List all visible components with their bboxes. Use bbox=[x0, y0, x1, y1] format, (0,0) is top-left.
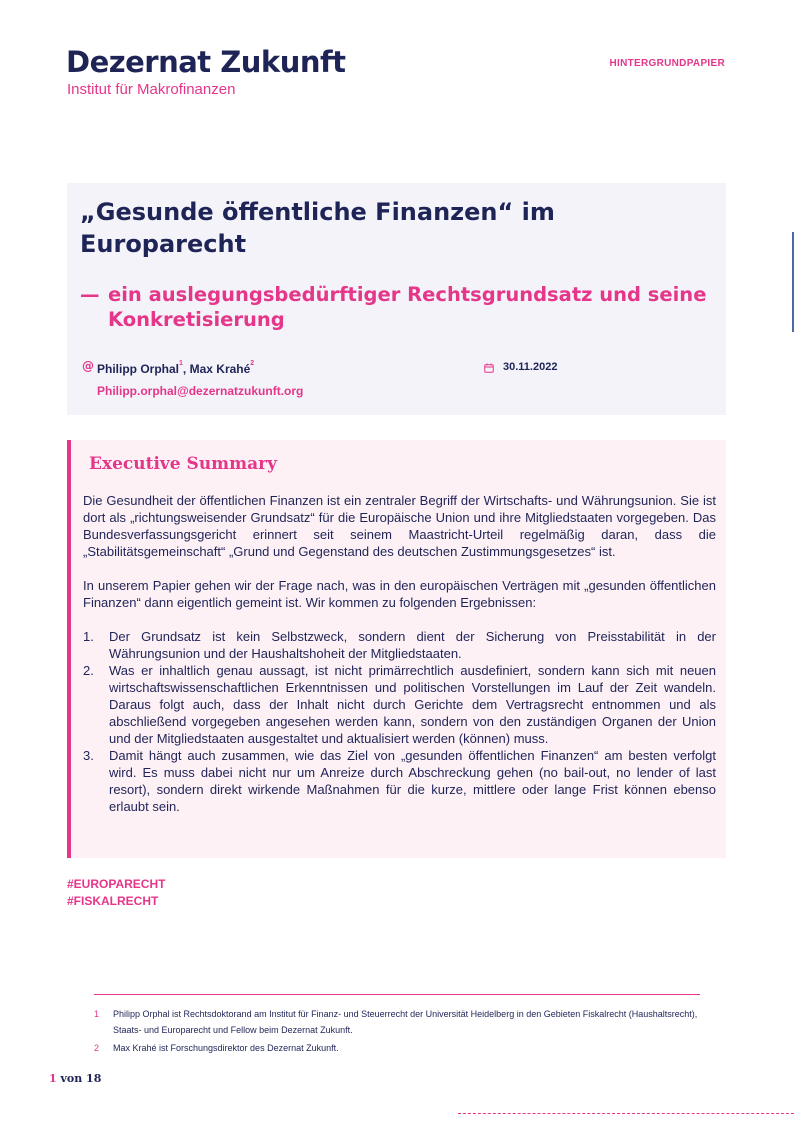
footnote-text: Max Krahé ist Forschungsdirektor des Dezernat Zukunft. bbox=[113, 1043, 339, 1053]
current-page: 1 bbox=[49, 1072, 57, 1085]
calendar-icon bbox=[484, 363, 494, 373]
summary-paragraph: In unserem Papier gehen wir der Frage nach, was in den europäischen Verträgen mit „gesunden öffentlichen Finanzen“ dann eigentlich gemeint ist. Wir kommen zu folgenden Ergebnissen: bbox=[83, 578, 716, 610]
author-separator: , bbox=[182, 362, 190, 376]
footnote bbox=[94, 1040, 700, 1056]
footnote-text: Philipp Orphal ist Rechtsdoktorand am Institut für Finanz- und Steuerrecht der Universität Heidelberg in den Gebieten Fiskalrecht (Haushaltsrecht), Staats- und Europarecht und Fellow beim Dezernat Zukunft. bbox=[113, 1009, 698, 1035]
list-number: 2. bbox=[83, 663, 94, 678]
tag-list bbox=[67, 876, 165, 910]
author-name[interactable]: Philipp Orphal bbox=[97, 362, 180, 376]
footnote-number: 2 bbox=[94, 1043, 100, 1053]
summary-body bbox=[83, 492, 716, 815]
footnote-number: 1 bbox=[94, 1009, 100, 1019]
author-name[interactable]: Max Krahé bbox=[189, 362, 251, 376]
page-total: von 18 bbox=[60, 1072, 102, 1085]
tag-link[interactable]: #FISKALRECHT bbox=[67, 894, 159, 908]
findings-list bbox=[83, 628, 716, 815]
document-type-label: HINTERGRUNDPAPIER bbox=[609, 58, 725, 69]
summary-title: Executive Summary bbox=[89, 454, 278, 474]
page-number bbox=[49, 1072, 101, 1085]
page-title: „Gesunde öffentliche Finanzen“ im Europarecht bbox=[80, 198, 555, 258]
publication-date: 30.11.2022 bbox=[503, 361, 558, 373]
at-icon: @ bbox=[82, 359, 94, 373]
summary-paragraph: Die Gesundheit der öffentlichen Finanzen ist ein zentraler Begriff der Wirtschafts- und Währungsunion. Sie ist dort als „richtungsweisender Grundsatz“ für die Europäische Union und ihre Mitgliedstaaten vorgegeben. Das Bundesverfassungsgericht erinnert seit seinem Maastricht-Urteil regelmäßig daran, dass die „Stabilitätsgemeinschaft“ „Grund und Gegenstand des deutschen Zustimmungsgesetzes“ ist. bbox=[83, 493, 716, 559]
list-number: 1. bbox=[83, 629, 94, 644]
page-subtitle bbox=[80, 282, 710, 332]
list-text: Damit hängt auch zusammen, wie das Ziel von „gesunden öffentlichen Finanzen“ am besten verfolgt wird. Es muss dabei nicht nur um Anreize durch Abschreckung gehen (no bail-out, no lender of last resort), sondern direkt wirkende Maßnahmen für die kurze, mittlere oder lange Frist können ebenso erlaubt sein. bbox=[109, 748, 716, 814]
footer-divider bbox=[458, 1113, 794, 1114]
list-text: Was er inhaltlich genau aussagt, ist nicht primärrechtlich ausdefiniert, sondern kann sich mit neuen wirtschaftswissenschaftlichen Erkenntnissen und politischen Vorstellungen im Lauf der Zeit wandeln. Daraus folgt auch, dass der Inhalt nicht durch Gerichte dem Vertragsrecht entnommen und als abschließend vorgegeben angesehen werden kann, sondern von den zuständigen Organen der Union und der Mitgliedstaaten ausgestaltet und aktualisiert werden (können) muss. bbox=[109, 663, 716, 746]
list-text: Der Grundsatz ist kein Selbstzweck, sondern dient der Sicherung von Preisstabilität in der Währungsunion und der Haushaltshoheit der Mitgliedstaaten. bbox=[109, 629, 716, 661]
list-item bbox=[83, 662, 716, 747]
email-link[interactable]: Philipp.orphal@dezernatzukunft.org bbox=[97, 384, 304, 398]
authors bbox=[97, 362, 254, 376]
footnotes bbox=[94, 1006, 700, 1058]
list-number: 3. bbox=[83, 748, 94, 763]
footnote bbox=[94, 1006, 700, 1038]
logo-subtitle: Institut für Makrofinanzen bbox=[67, 81, 236, 98]
footnote-divider bbox=[94, 994, 700, 995]
logo-title: Dezernat Zukunft bbox=[66, 45, 346, 79]
footnote-mark[interactable]: 2 bbox=[250, 360, 255, 367]
footnote-mark[interactable]: 1 bbox=[179, 360, 183, 367]
subtitle-text: ein auslegungsbedürftiger Rechtsgrundsatz und seine Konkretisierung bbox=[108, 283, 707, 331]
title-block bbox=[67, 183, 726, 415]
tag-link[interactable]: #EUROPARECHT bbox=[67, 877, 166, 891]
executive-summary bbox=[67, 440, 726, 858]
list-item bbox=[83, 628, 716, 662]
subtitle-dash: — bbox=[80, 283, 100, 306]
list-item bbox=[83, 747, 716, 815]
